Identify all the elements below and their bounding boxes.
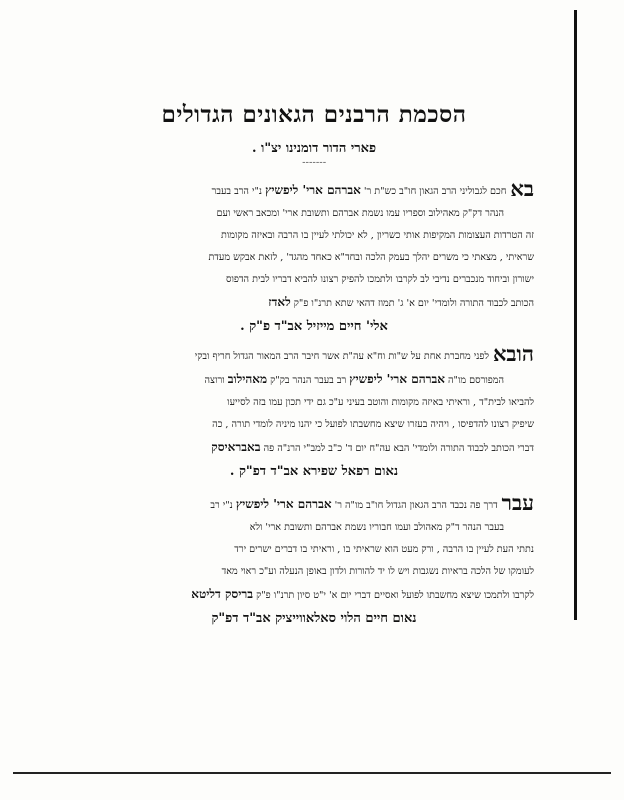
page-border-bottom xyxy=(13,772,611,774)
text-span: דרך פה נכבד הרב הגאון הגדול חו"ב מו"ה ר' xyxy=(331,500,498,511)
approbation-1-line-2: הנהר דק"ק מאהילוב וספריו עמו נשמת אברהם ותשובת ארי' ומכאב ראשי ועם xyxy=(216,208,504,219)
approbation-1-line-5: ישורון וביחוד מנכברים נדיבי לב לקרבו ולתמכו להפיק רצונו להביא דבריו לבית הדפוס xyxy=(225,274,534,285)
approbation-3-line-4: לעומקו של הלכה בראיות נשגבות ויש לו יד להורות ולדון באופן הנעלה וע"כ ראוי מאד xyxy=(221,566,534,577)
approbation-2-line-5 xyxy=(94,436,534,460)
approbation-1 xyxy=(94,178,534,339)
approbation-2-line-3: להביאו לבית"ד , וראיתי באיזה מקומות והוטב בעיני ע"כ גם ידי תכון עמו בזה לסייעו xyxy=(227,397,534,408)
approbation-2 xyxy=(94,343,534,484)
approbation-1-signature: אלי' חיים מייזיל אב"ד פ"ק . xyxy=(240,319,388,334)
approbation-2-line-2 xyxy=(94,368,534,392)
text-span: לקרבו ולתמכו שיצא מחשבתו לפועל ואסיים דברי יום א' י"ט סיון תרנ"ו פ"ק xyxy=(253,590,534,601)
city-name: מאהילוב xyxy=(227,372,268,386)
text-span: המפורסם מו"ה xyxy=(444,375,504,386)
approbation-2-line-1 xyxy=(94,343,534,368)
text-span: נ"י הרב בעבר xyxy=(211,186,266,197)
approbation-2-line-4: שיפיק רצונו להדפיסו , ויהיה בעזרו שיצא מחשבתו לפועל כי יהנו מיניה לומדי תורה , כה xyxy=(212,419,534,430)
text-span: דברי הכותב לכבוד התורה ולומדי' הבא עה"ח יום ד' כ"ב למב"י הרנ"ה פה xyxy=(260,443,534,454)
opening-word: עבר xyxy=(501,492,534,515)
approbation-1-line-3: זה הטרדות העצומות המקיפות אותי כשריון , לא יכולתי לעיין בו הרבה ובאיזה מקומות xyxy=(220,230,534,241)
approbation-2-signature: נאום רפאל שפירא אב"ד דפ"ק . xyxy=(229,464,399,479)
opening-word: הובא xyxy=(492,343,534,366)
approbation-1-line-6 xyxy=(94,291,534,315)
page-border-right xyxy=(574,10,577,620)
city-name: באבראיסק xyxy=(211,440,261,454)
text-span: רב בעבר הנהר בק"ק xyxy=(267,375,350,386)
page-title: הסכמת הרבנים הגאונים הגדולים xyxy=(161,101,467,128)
approbation-3-line-1 xyxy=(94,492,534,517)
approbations-document xyxy=(94,100,534,631)
approbation-3-line-2: בעבר הנהר ד"ק מאהולב ועמו חבוריו נשמת אברהם ותשובת ארי' ולא xyxy=(249,522,504,533)
title-divider: ־־־־־־־ xyxy=(301,161,327,171)
approbation-3 xyxy=(94,492,534,631)
text-span: חכם לגבוליני הרב הגאון חו"ב כש"ת ר' xyxy=(360,186,507,197)
author-name: אברהם ארי' ליפשיץ xyxy=(235,497,332,511)
text-span: נ"י רב xyxy=(210,500,236,511)
city-name: בריסק דליטא xyxy=(191,587,254,601)
approbation-1-line-4: שראיתי , מצאתי כי משרים יהלך בעמק הלכה ובחד"א כאחד מהגד' , לזאת אבקש מעדת xyxy=(208,252,534,263)
author-name: אברהם ארי' ליפשיץ xyxy=(265,183,361,197)
text-span: לפני מחברת אחת על ש"ות וח"א עה"ת אשר חיבר הרב המאור הגדול חריף ובקי xyxy=(194,351,489,362)
opening-word: בא xyxy=(510,178,534,201)
approbation-1-line-1 xyxy=(94,178,534,203)
text-span: ורוצה xyxy=(204,375,228,386)
text-span: הכותב לכבוד התורה ולומדי' יום א' ג' תמוז דהאי שתא תרנ"ו פ"ק xyxy=(290,298,534,309)
author-name: אברהם ארי' ליפשיץ xyxy=(349,372,445,386)
city-name: לאדז xyxy=(268,295,291,309)
page-subtitle: פארי הדור דומנינו יצ"ו . xyxy=(251,141,377,156)
approbation-3-line-3: נתתי העת לעיין בו הרבה , ורק מעט הוא שראיתי בו , וראיתי בו דברים ישרים ירד xyxy=(234,544,534,555)
approbation-3-line-5 xyxy=(94,583,534,607)
approbation-3-signature: נאום חיים הלוי סאלאווייציק אב"ד דפ"ק xyxy=(211,611,417,626)
